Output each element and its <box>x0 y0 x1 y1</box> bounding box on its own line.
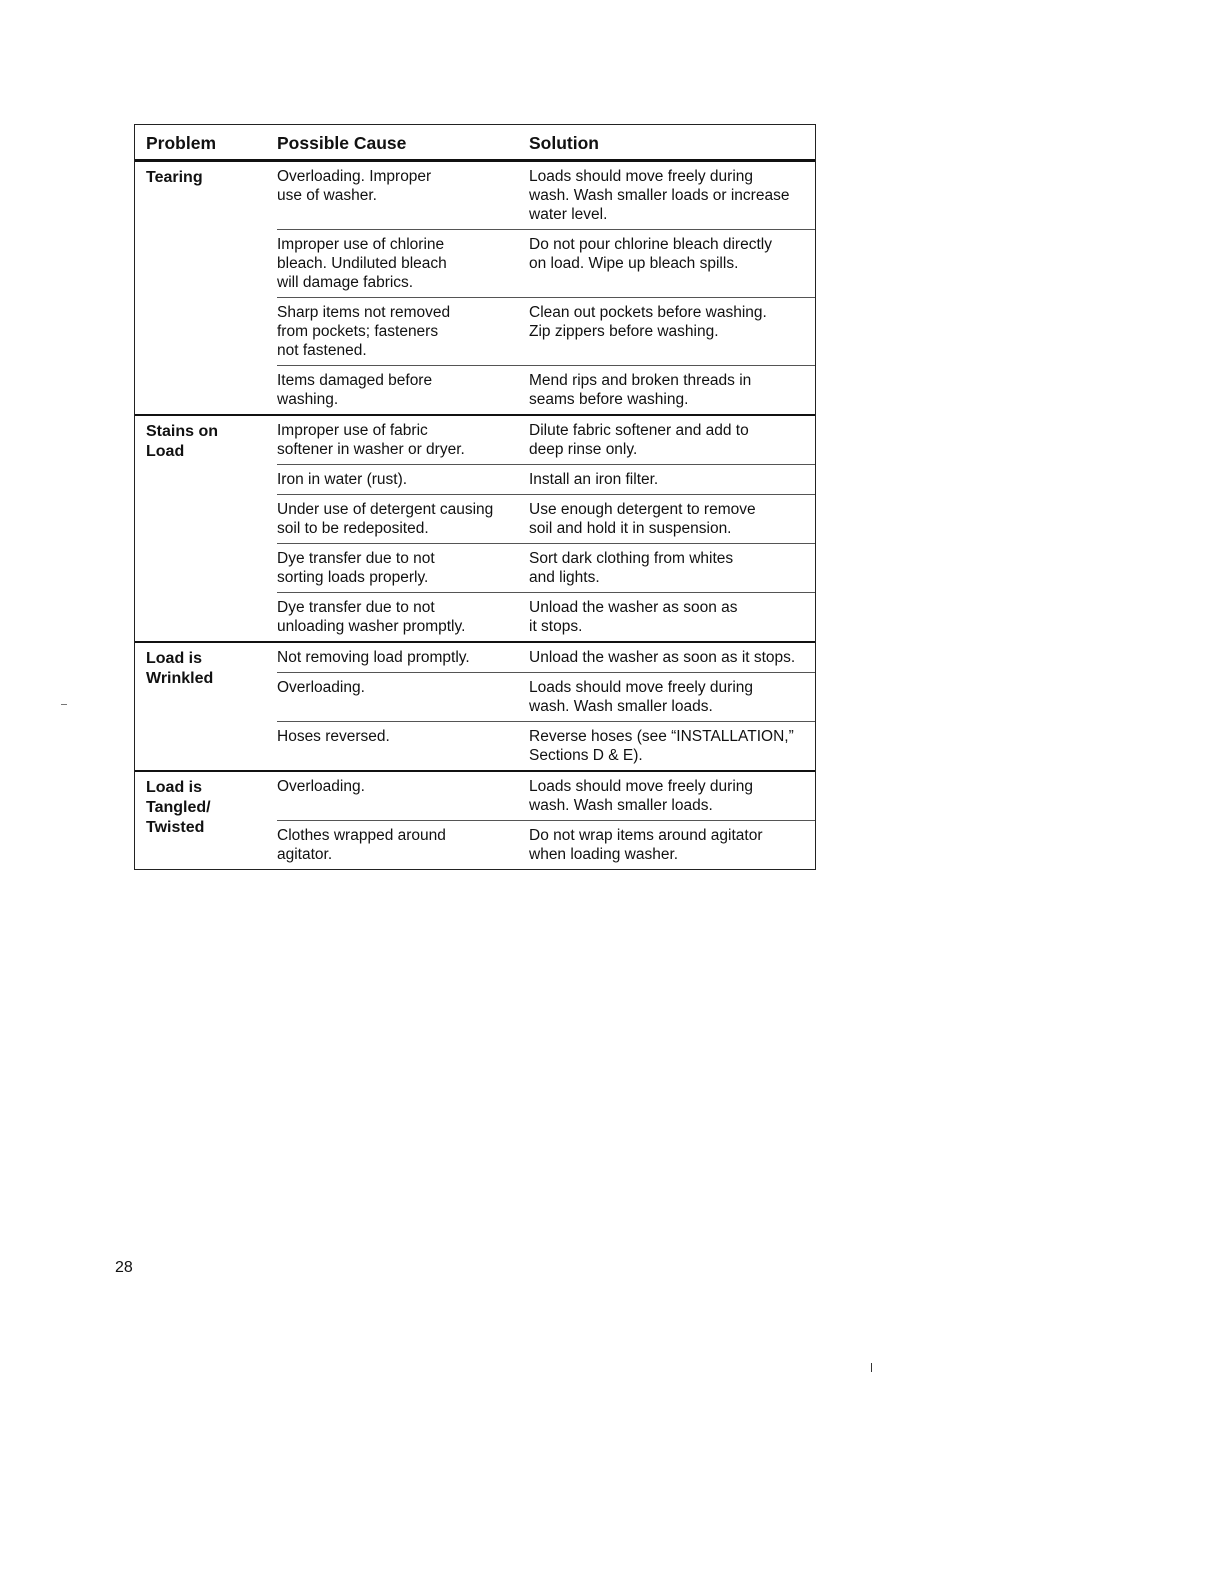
solution: Install an iron filter. <box>529 471 659 488</box>
solution: Dilute fabric softener and add to deep rinse only. <box>529 422 749 458</box>
table-row <box>277 643 815 673</box>
solution: Use enough detergent to remove soil and hold it in suspension. <box>529 501 756 537</box>
table-row <box>277 298 815 366</box>
problem-label: Load is Wrinkled <box>146 650 214 687</box>
possible-cause: Overloading. Improper use of washer. <box>277 168 432 204</box>
header-solution: Solution <box>529 133 599 153</box>
possible-cause: Overloading. <box>277 778 365 795</box>
cause-solution-rows <box>277 162 815 414</box>
table-row <box>277 821 815 869</box>
possible-cause: Improper use of chlorine bleach. Undiluted bleach will damage fabrics. <box>277 236 447 291</box>
solution: Unload the washer as soon as it stops. <box>529 599 738 635</box>
table-body <box>135 162 815 869</box>
possible-cause: Not removing load promptly. <box>277 649 470 666</box>
problem-group <box>135 162 815 416</box>
possible-cause: Clothes wrapped around agitator. <box>277 827 446 863</box>
possible-cause: Under use of detergent causing soil to be redeposited. <box>277 501 494 537</box>
problem-group <box>135 772 815 869</box>
problem-group <box>135 416 815 643</box>
scan-mark <box>61 704 67 705</box>
solution: Loads should move freely during wash. Wash smaller loads. <box>529 679 754 715</box>
table-row <box>277 162 815 230</box>
possible-cause: Iron in water (rust). <box>277 471 408 488</box>
solution: Do not pour chlorine bleach directly on load. Wipe up bleach spills. <box>529 236 772 272</box>
solution: Reverse hoses (see “INSTALLATION,” Sections D & E). <box>529 728 794 764</box>
table-row <box>277 722 815 770</box>
solution: Do not wrap items around agitator when loading washer. <box>529 827 763 863</box>
table-row <box>277 465 815 495</box>
possible-cause: Improper use of fabric softener in washer or dryer. <box>277 422 465 458</box>
table-header <box>135 125 815 162</box>
possible-cause: Hoses reversed. <box>277 728 390 745</box>
solution: Loads should move freely during wash. Wash smaller loads. <box>529 778 754 814</box>
table-row <box>277 772 815 821</box>
possible-cause: Items damaged before washing. <box>277 372 433 408</box>
table-row <box>277 673 815 722</box>
possible-cause: Dye transfer due to not sorting loads properly. <box>277 550 435 586</box>
cause-solution-rows <box>277 643 815 770</box>
possible-cause: Dye transfer due to not unloading washer promptly. <box>277 599 466 635</box>
solution: Sort dark clothing from whites and lights. <box>529 550 734 586</box>
cause-solution-rows <box>277 772 815 869</box>
solution: Unload the washer as soon as it stops. <box>529 649 796 666</box>
table-row <box>277 544 815 593</box>
table-row <box>277 593 815 641</box>
solution: Clean out pockets before washing. Zip zippers before washing. <box>529 304 767 340</box>
header-problem: Problem <box>146 133 217 153</box>
solution: Mend rips and broken threads in seams before washing. <box>529 372 752 408</box>
troubleshooting-table <box>134 124 816 870</box>
problem-label: Tearing <box>146 169 203 186</box>
scan-mark <box>871 1363 872 1372</box>
problem-label: Load is Tangled/ Twisted <box>146 779 211 836</box>
solution: Loads should move freely during wash. Wash smaller loads or increase water level. <box>529 168 790 223</box>
table-row <box>277 230 815 298</box>
cause-solution-rows <box>277 416 815 641</box>
problem-label: Stains on Load <box>146 423 219 460</box>
table-row <box>277 416 815 465</box>
possible-cause: Sharp items not removed from pockets; fasteners not fastened. <box>277 304 451 359</box>
table-row <box>277 495 815 544</box>
header-possible-cause: Possible Cause <box>277 133 407 153</box>
table-row <box>277 366 815 414</box>
page-number: 28 <box>115 1259 133 1276</box>
problem-group <box>135 643 815 772</box>
possible-cause: Overloading. <box>277 679 365 696</box>
